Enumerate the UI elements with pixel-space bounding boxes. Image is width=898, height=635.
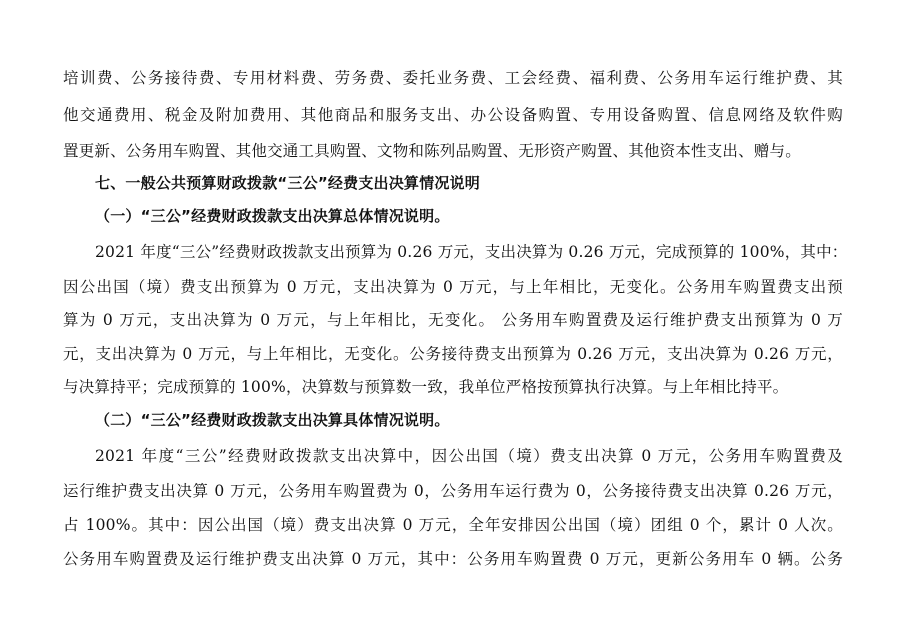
- subsection-1-heading: （一）“三公”经费财政拨款支出决算总体情况说明。: [95, 207, 450, 225]
- paragraph-2-line-5: 与决算持平；完成预算的 100%，决算数与预算数一致，我单位严格按预算执行决算。与上年相比持平。: [63, 378, 789, 396]
- paragraph-3-line-4: 公务用车购置费及运行维护费支出决算 0 万元，其中：公务用车购置费 0 万元，更新公务用车 0 辆。公务: [63, 550, 843, 568]
- paragraph-2-line-1: 2021 年度“三公”经费财政拨款支出预算为 0.26 万元，支出决算为 0.26 万元，完成预算的 100%，其中：: [95, 243, 848, 261]
- paragraph-1-line-1: 培训费、公务接待费、专用材料费、劳务费、委托业务费、工会经费、福利费、公务用车运行维护费、其: [63, 69, 843, 87]
- paragraph-3-line-3: 占 100%。其中：因公出国（境）费支出决算 0 万元，全年安排因公出国（境）团组 0 个，累计 0 人次。: [63, 516, 843, 534]
- paragraph-2-line-4: 元，支出决算为 0 万元，与上年相比，无变化。公务接待费支出预算为 0.26 万元，支出决算为 0.26 万元，: [63, 345, 843, 363]
- section-7-heading: 七、一般公共预算财政拨款“三公”经费支出决算情况说明: [95, 174, 480, 192]
- paragraph-2-line-3: 算为 0 万元，支出决算为 0 万元，与上年相比，无变化。 公务用车购置费及运行维护费支出预算为 0 万: [63, 311, 843, 329]
- paragraph-1-line-3: 置更新、公务用车购置、其他交通工具购置、文物和陈列品购置、无形资产购置、其他资本性支出、赠与。: [63, 142, 801, 160]
- paragraph-3-line-2: 运行维护费支出决算 0 万元，公务用车购置费为 0，公务用车运行费为 0，公务接待费支出决算 0.26 万元，: [63, 482, 843, 500]
- paragraph-3-line-1: 2021 年度“三公”经费财政拨款支出决算中，因公出国（境）费支出决算 0 万元，公务用车购置费及: [95, 447, 843, 465]
- subsection-2-heading: （二）“三公”经费财政拨款支出决算具体情况说明。: [95, 411, 450, 429]
- paragraph-2-line-2: 因公出国（境）费支出预算为 0 万元，支出决算为 0 万元，与上年相比，无变化。公务用车购置费支出预: [63, 278, 843, 296]
- paragraph-1-line-2: 他交通费用、税金及附加费用、其他商品和服务支出、办公设备购置、专用设备购置、信息网络及软件购: [63, 106, 843, 124]
